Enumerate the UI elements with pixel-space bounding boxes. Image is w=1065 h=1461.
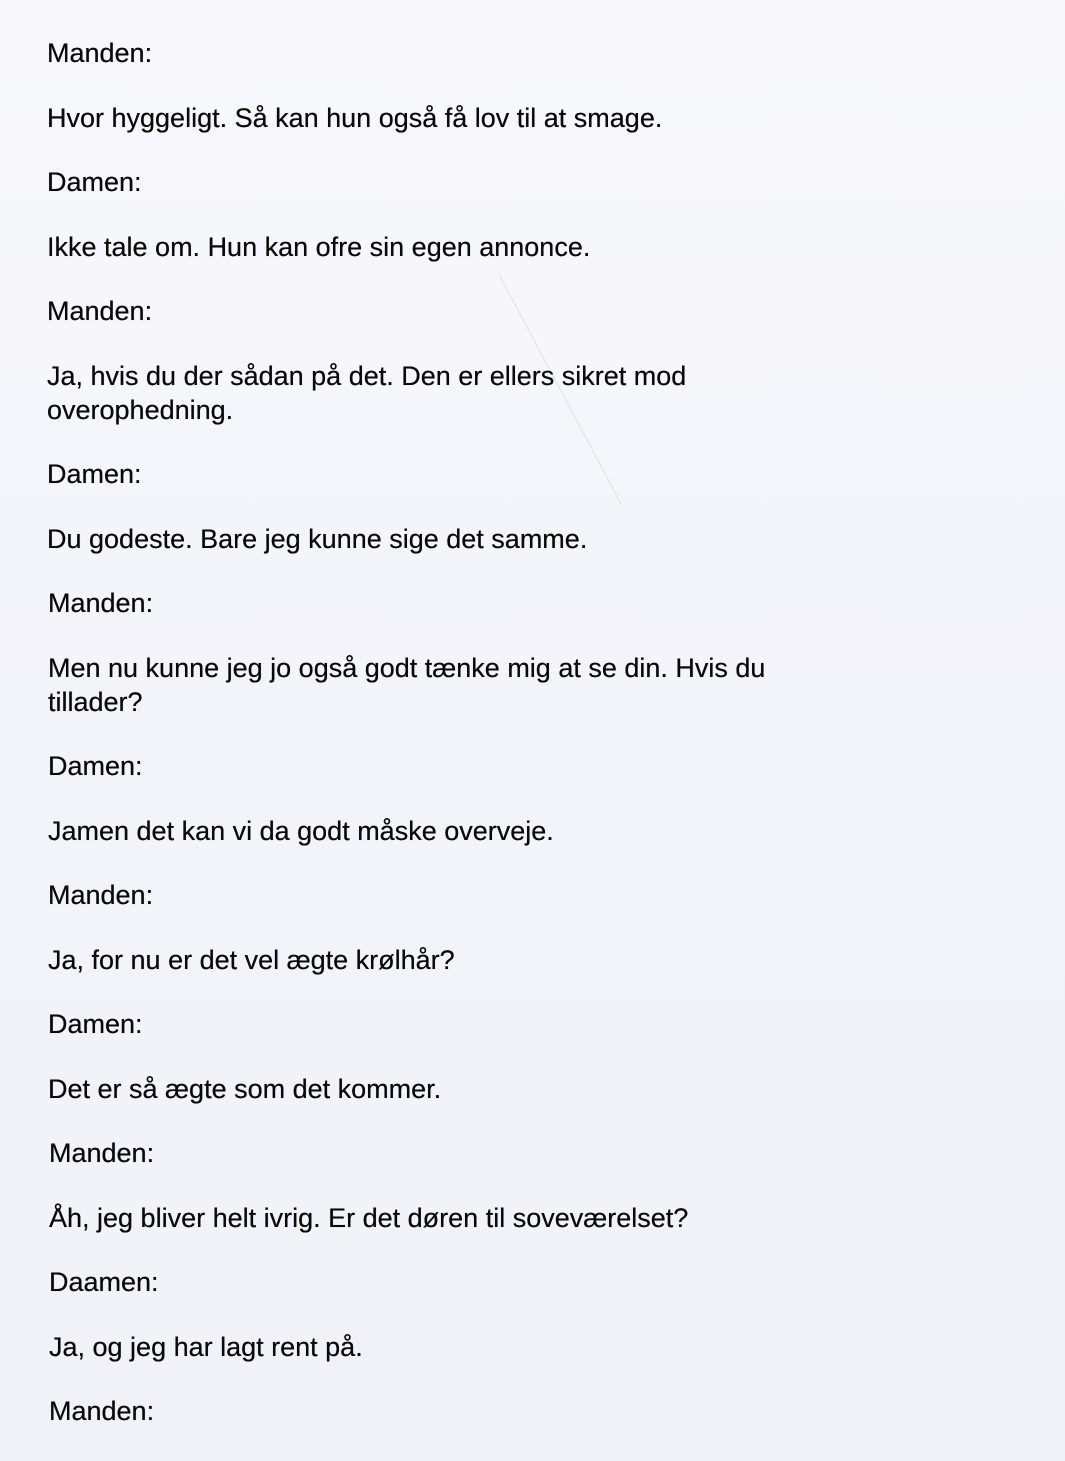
dialogue — [47, 36, 947, 1459]
speaker-label: Damen: — [48, 751, 143, 781]
dialogue-line: Hvor hyggeligt. Så kan hun også få lov til at smage. — [47, 103, 663, 133]
speaker-label: Manden: — [47, 296, 153, 326]
dialogue-turn — [47, 457, 947, 556]
speaker-label: Manden: — [47, 38, 153, 68]
speaker-label: Daamen: — [49, 1267, 159, 1297]
dialogue-line: Ikke tale om. Hun kan ofre sin egen annonce. — [47, 232, 591, 262]
dialogue-turn — [49, 1394, 947, 1428]
dialogue-line: Det er så ægte som det kommer. — [48, 1074, 442, 1104]
speaker-label: Manden: — [49, 1138, 155, 1168]
speaker-label: Damen: — [47, 167, 142, 197]
speaker-label: Manden: — [48, 880, 154, 910]
dialogue-line: Ja, for nu er det vel ægte krølhår? — [48, 945, 455, 975]
dialogue-turn — [47, 294, 947, 427]
speaker-label: Manden: — [48, 588, 154, 618]
dialogue-turn — [47, 36, 947, 135]
speaker-label: Damen: — [47, 459, 142, 489]
speaker-label: Damen: — [48, 1009, 143, 1039]
dialogue-line: Ja, hvis du der sådan på det. Den er ellers sikret mod overophedning. — [47, 361, 687, 425]
dialogue-turn — [47, 165, 947, 264]
dialogue-turn — [49, 1136, 947, 1235]
dialogue-line: Du godeste. Bare jeg kunne sige det samme. — [47, 524, 588, 554]
dialogue-line: Åh, jeg bliver helt ivrig. Er det døren til soveværelset? — [49, 1203, 689, 1233]
dialogue-turn — [48, 1007, 947, 1106]
dialogue-turn — [48, 878, 947, 977]
dialogue-turn — [48, 586, 947, 719]
dialogue-turn — [48, 749, 947, 848]
dialogue-turn — [49, 1265, 947, 1364]
dialogue-line: Men nu kunne jeg jo også godt tænke mig at se din. Hvis du tillader? — [48, 653, 766, 717]
dialogue-line: Ja, og jeg har lagt rent på. — [49, 1332, 363, 1362]
speaker-label: Manden: — [49, 1396, 155, 1426]
dialogue-line: Jamen det kan vi da godt måske overveje. — [48, 816, 554, 846]
